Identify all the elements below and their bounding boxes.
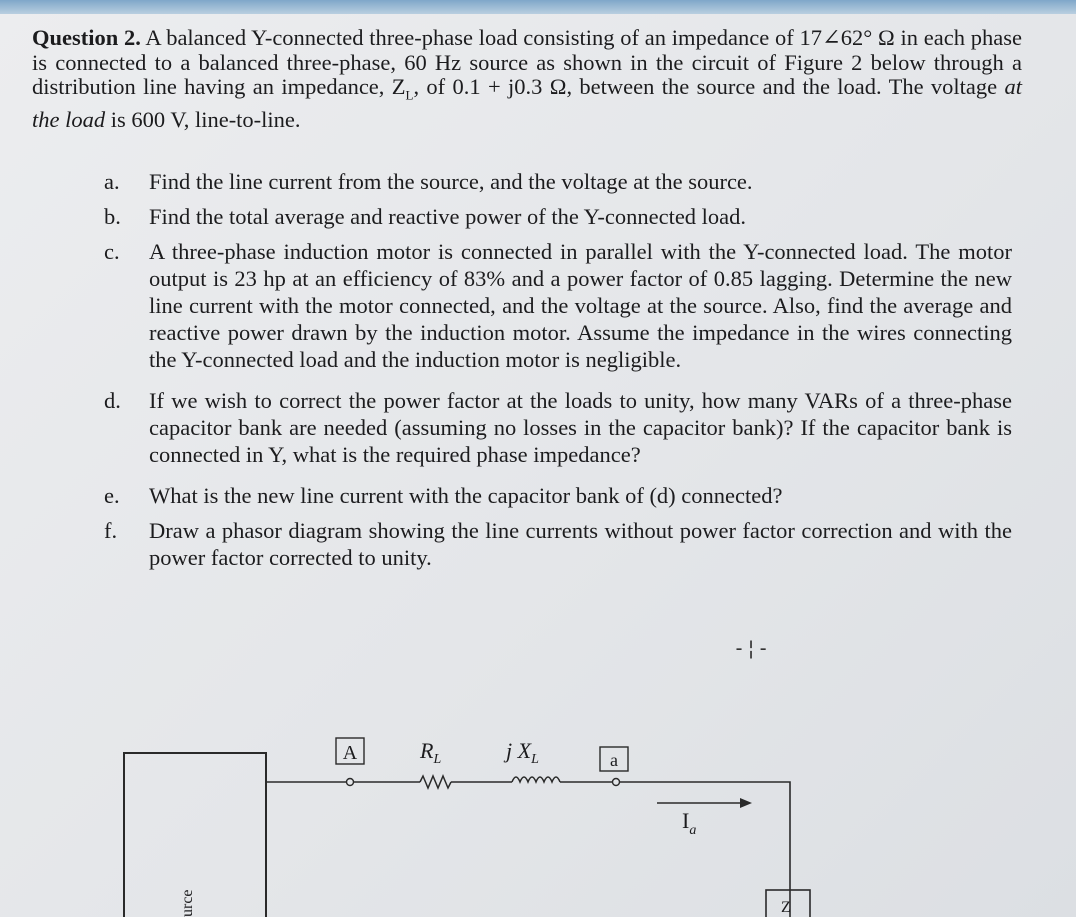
part-b [100,203,1012,230]
source-label: urce [179,889,196,917]
inductor-symbol [512,777,560,782]
part-text: A three-phase induction motor is connected in parallel with the Y-connected load. The motor output is 23 hp at an efficiency of 83% and a power factor of 0.85 lagging. Determine the new line current with the motor connected, and the voltage at the source. Also, find the average and reactive power drawn by the induction motor. Assume the impedance in the wires connecting the Y-connected load and the induction motor is negligible. [149,239,1012,372]
node-a-terminal [613,779,620,786]
intro-text-3: is 600 V, line-to-line. [105,107,301,132]
intro-emphasis: at the load [32,74,1022,132]
part-text: If we wish to correct the power factor at the loads to unity, how many VARs of a three-phase capacitor bank are needed (assuming no losses in the capacitor bank)? If the capacitor bank is connected in Y, what is the required phase impedance? [149,388,1012,467]
part-letter: a. [104,169,120,194]
part-c [100,238,1012,373]
part-letter: e. [104,483,120,508]
load-impedance-label: Z [781,899,791,916]
node-a-label: a [610,750,618,770]
intro-text-1: A balanced Y-connected three-phase load consisting of an impedance of 17∠62° Ω in each phase is connected to a balanced three-phase, 60 Hz source as shown in the circuit of Figure 2 below through a distribution line having an impedance, Z [32,25,1023,99]
part-text: Find the total average and reactive power of the Y-connected load. [149,204,747,229]
part-letter: f. [104,518,118,543]
intro-sub-L: L [405,87,414,103]
node-A-label: A [342,742,358,764]
current-label: $I_a$ [682,808,697,838]
part-text: What is the new line current with the capacitor bank of (d) connected? [149,483,783,508]
part-letter: b. [104,204,121,229]
part-text: Find the line current from the source, and the voltage at the source. [149,169,753,194]
node-A-terminal [347,779,354,786]
question-parts-list [100,168,1012,579]
question-label: Question 2. [32,25,141,50]
mouse-cursor-icon: -¦- [733,636,770,660]
intro-text-2: , of 0.1 + j0.3 Ω, between the source and the load. The voltage [413,74,1005,99]
question-intro [32,26,1022,133]
part-text: Draw a phasor diagram showing the line currents without power factor correction and with the power factor corrected to unity. [149,518,1012,570]
part-letter: d. [104,388,121,413]
resistor-symbol [420,776,451,788]
resistor-label: $R_L$ [420,738,442,767]
part-f [100,517,1012,571]
part-d [100,387,1012,468]
current-arrow-head-icon [740,798,752,808]
part-a [100,168,1012,195]
circuit-figure [0,700,1076,917]
screen-top-edge [0,0,1076,14]
part-letter: c. [104,239,120,264]
part-e [100,482,1012,509]
reactor-label: j $X_L$ [506,738,539,767]
